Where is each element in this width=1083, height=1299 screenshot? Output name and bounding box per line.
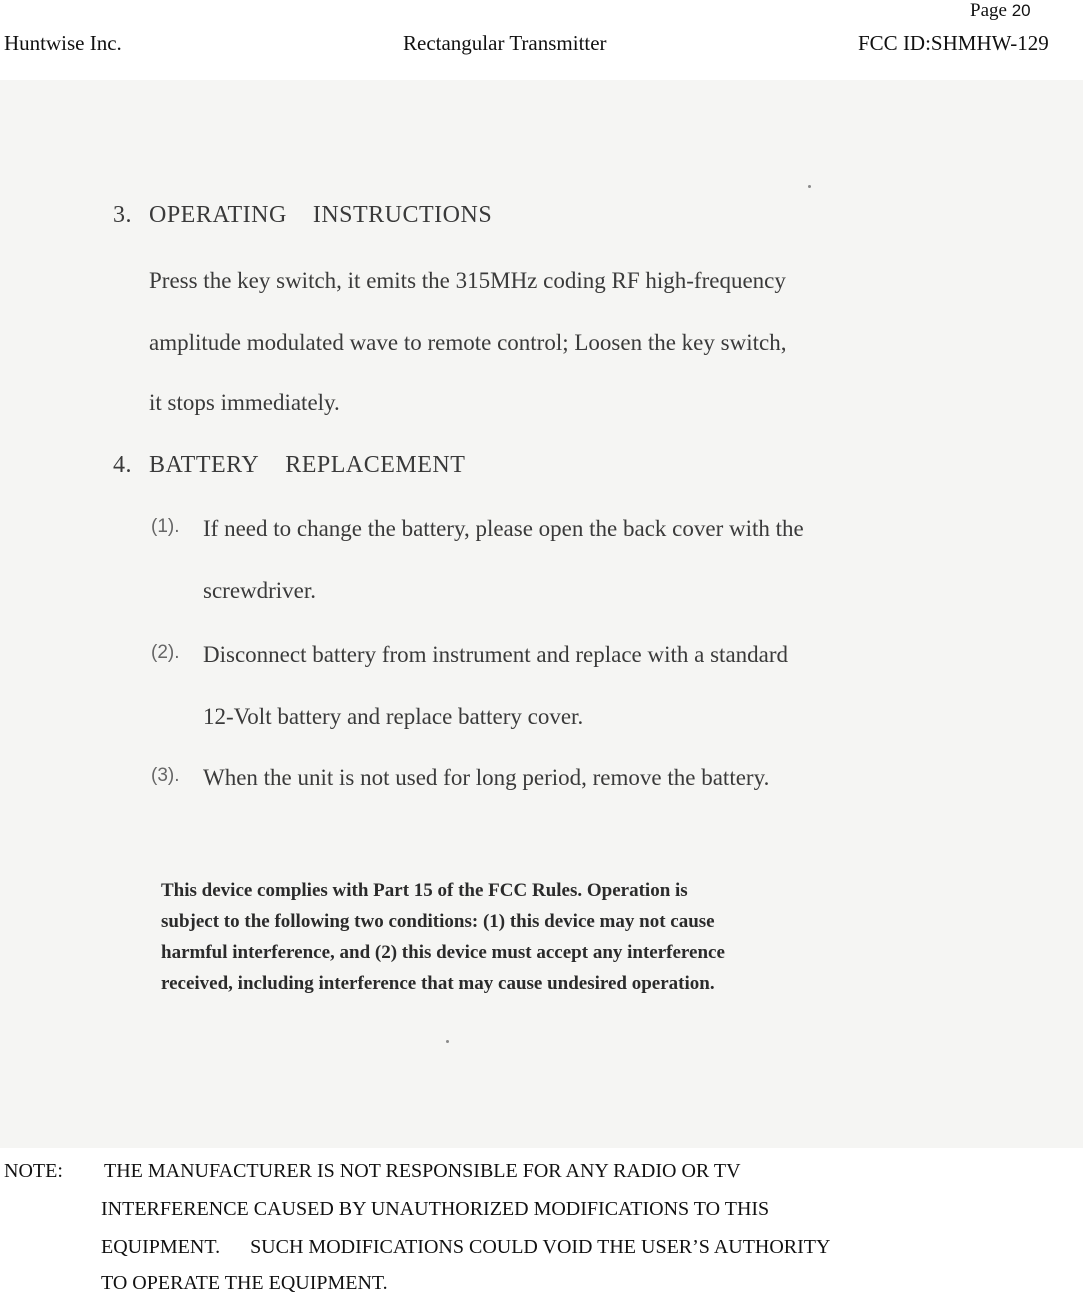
- section-heading-word: REPLACEMENT: [285, 452, 466, 478]
- section-number: 3.: [113, 202, 132, 228]
- fcc-statement-line: This device complies with Part 15 of the FCC Rules. Operation is: [161, 880, 688, 901]
- note-line: TO OPERATE THE EQUIPMENT.: [101, 1272, 388, 1294]
- list-item-line: Disconnect battery from instrument and replace with a standard: [203, 642, 789, 667]
- page-label: Page: [970, 0, 1007, 21]
- section-3-heading: [113, 202, 492, 229]
- paragraph-line: it stops immediately.: [149, 390, 340, 415]
- list-item-marker: (3).: [151, 765, 180, 786]
- section-heading-word: BATTERY: [149, 452, 260, 478]
- section-heading-word: INSTRUCTIONS: [312, 202, 493, 228]
- section-number: 4.: [113, 452, 132, 478]
- list-item-line: 12-Volt battery and replace battery cover.: [203, 704, 584, 729]
- page-number-value: 20: [1011, 1, 1031, 20]
- document-title: Rectangular Transmitter: [403, 31, 607, 55]
- list-item-line: screwdriver.: [203, 578, 317, 603]
- section-heading-word: OPERATING: [149, 202, 287, 228]
- section-4-heading: [113, 452, 465, 479]
- list-item-line: If need to change the battery, please open the back cover with the: [203, 516, 804, 541]
- note-line: INTERFERENCE CAUSED BY UNAUTHORIZED MODIFICATIONS TO THIS: [101, 1198, 770, 1220]
- scan-speck: [808, 185, 811, 188]
- fcc-statement-line: harmful interference, and (2) this device must accept any interference: [161, 942, 725, 963]
- fcc-id: FCC ID:SHMHW-129: [858, 31, 1049, 55]
- list-item-marker: (2).: [151, 642, 180, 663]
- fcc-compliance-statement: [161, 875, 876, 999]
- fcc-statement-line: received, including interference that may cause undesired operation.: [161, 973, 715, 994]
- paragraph-line: amplitude modulated wave to remote control; Loosen the key switch,: [149, 330, 787, 355]
- note-line: EQUIPMENT. SUCH MODIFICATIONS COULD VOID THE USER’S AUTHORITY: [101, 1236, 831, 1258]
- note-label: NOTE:: [4, 1160, 63, 1182]
- paragraph-line: Press the key switch, it emits the 315MHz coding RF high-frequency: [149, 268, 786, 293]
- note-line: THE MANUFACTURER IS NOT RESPONSIBLE FOR ANY RADIO OR TV: [104, 1160, 741, 1182]
- list-item-marker: (1).: [151, 516, 180, 537]
- company-name: Huntwise Inc.: [4, 31, 122, 55]
- fcc-statement-line: subject to the following two conditions: (1) this device may not cause: [161, 911, 715, 932]
- scan-speck: [446, 1040, 449, 1043]
- list-item-line: When the unit is not used for long period, remove the battery.: [203, 765, 770, 790]
- page-number: [970, 0, 1031, 22]
